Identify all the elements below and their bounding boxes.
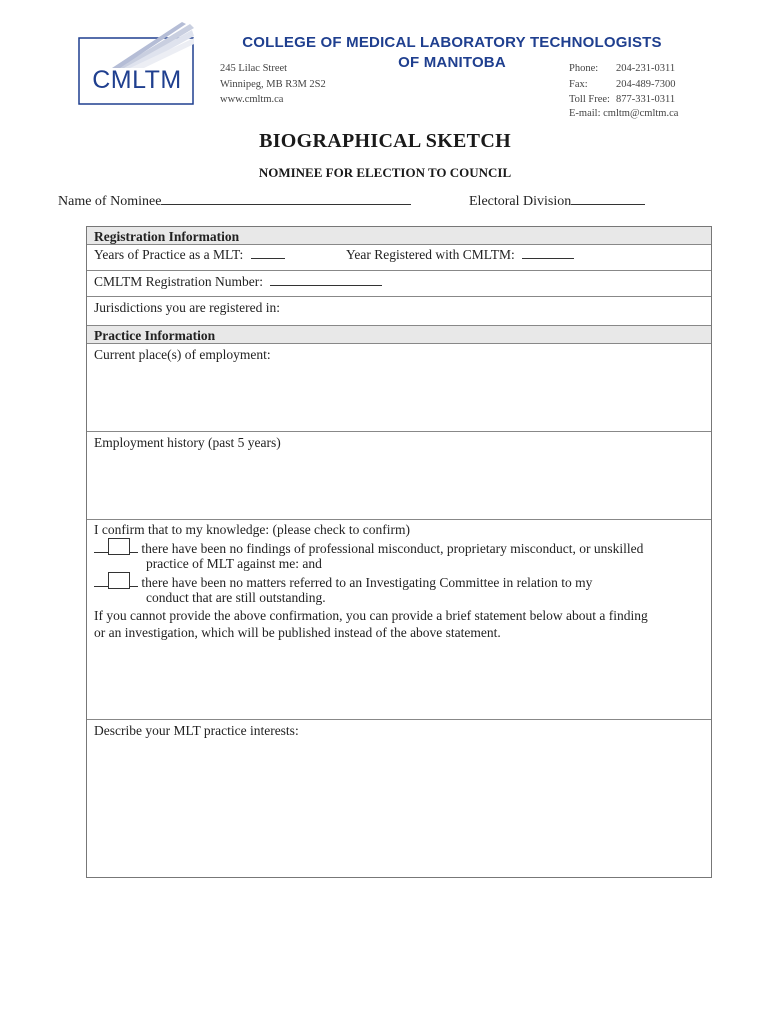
practice-interests-field[interactable]: [87, 741, 711, 877]
electoral-division-row: [469, 192, 645, 210]
jurisdictions-field[interactable]: [87, 316, 711, 325]
checkbox-underline: [130, 574, 138, 587]
tollfree-value: 877-331-0311: [616, 94, 676, 105]
divider: [87, 719, 711, 720]
divider: [87, 431, 711, 432]
address-street: 245 Lilac Street: [220, 63, 288, 74]
year-registered-field[interactable]: [522, 246, 574, 259]
registration-heading: Registration Information: [94, 229, 240, 244]
divider: [87, 519, 711, 520]
confirm-note-line2: or an investigation, which will be published instead of the above statement.: [94, 625, 501, 640]
current-employment-label: Current place(s) of employment:: [94, 347, 271, 362]
page-title: BIOGRAPHICAL SKETCH: [259, 130, 511, 152]
nominee-name-row: [58, 192, 411, 210]
year-registered-label: Year Registered with CMLTM:: [346, 247, 515, 262]
fax-value: 204-489-7300: [616, 79, 676, 90]
confirm-item-1-text: there have been no findings of professional misconduct, proprietary misconduct, or unskilled: [141, 541, 644, 556]
statement-field[interactable]: [87, 643, 711, 719]
confirm-item-1-cont: practice of MLT against me: and: [146, 556, 322, 571]
confirm-item-2-text: there have been no matters referred to an Investigating Committee in relation to my: [141, 575, 593, 590]
divider: [87, 244, 711, 245]
years-practice-row: [94, 246, 285, 263]
confirm-note-line1: If you cannot provide the above confirmation, you can provide a brief statement below about a finding: [94, 608, 648, 623]
practice-interests-label: Describe your MLT practice interests:: [94, 723, 299, 738]
confirm-intro: I confirm that to my knowledge: (please check to confirm): [94, 522, 411, 537]
current-employment-field[interactable]: [87, 365, 711, 431]
investigation-checkbox[interactable]: [108, 572, 130, 589]
years-practice-label: Years of Practice as a MLT:: [94, 247, 244, 262]
practice-heading: Practice Information: [94, 328, 216, 343]
phone-label: Phone:: [569, 63, 599, 74]
divider: [87, 343, 711, 344]
org-name-line1: COLLEGE OF MEDICAL LABORATORY TECHNOLOGISTS: [242, 34, 662, 51]
confirm-item-2-cont: conduct that are still outstanding.: [146, 590, 326, 605]
jurisdictions-label: Jurisdictions you are registered in:: [94, 300, 280, 315]
email: E-mail: cmltm@cmltm.ca: [569, 108, 679, 119]
logo-text: CMLTM: [92, 66, 182, 94]
cmltm-logo: [78, 22, 196, 106]
checkbox-underline: [130, 540, 138, 553]
website: www.cmltm.ca: [220, 94, 284, 105]
misconduct-checkbox[interactable]: [108, 538, 130, 555]
divider: [87, 296, 711, 297]
year-registered-row: [346, 246, 574, 263]
checkbox-underline: [94, 574, 108, 587]
page-subtitle: NOMINEE FOR ELECTION TO COUNCIL: [258, 165, 512, 180]
reg-number-row: [94, 273, 382, 290]
form-box: [86, 226, 712, 878]
reg-number-field[interactable]: [270, 273, 382, 286]
org-name-line2: OF MANITOBA: [398, 54, 506, 71]
phone-value: 204-231-0311: [616, 63, 676, 74]
electoral-division-field[interactable]: [571, 192, 645, 205]
checkbox-underline: [94, 540, 108, 553]
address-city: Winnipeg, MB R3M 2S2: [220, 79, 326, 90]
nominee-name-label: Name of Nominee: [58, 194, 162, 209]
fax-label: Fax:: [569, 79, 588, 90]
tollfree-label: Toll Free:: [569, 94, 610, 105]
nominee-name-field[interactable]: [161, 192, 411, 205]
divider: [87, 270, 711, 271]
electoral-division-label: Electoral Division: [469, 194, 572, 209]
years-practice-field[interactable]: [251, 246, 285, 259]
reg-number-label: CMLTM Registration Number:: [94, 274, 263, 289]
employment-history-field[interactable]: [87, 453, 711, 519]
employment-history-label: Employment history (past 5 years): [94, 435, 281, 450]
